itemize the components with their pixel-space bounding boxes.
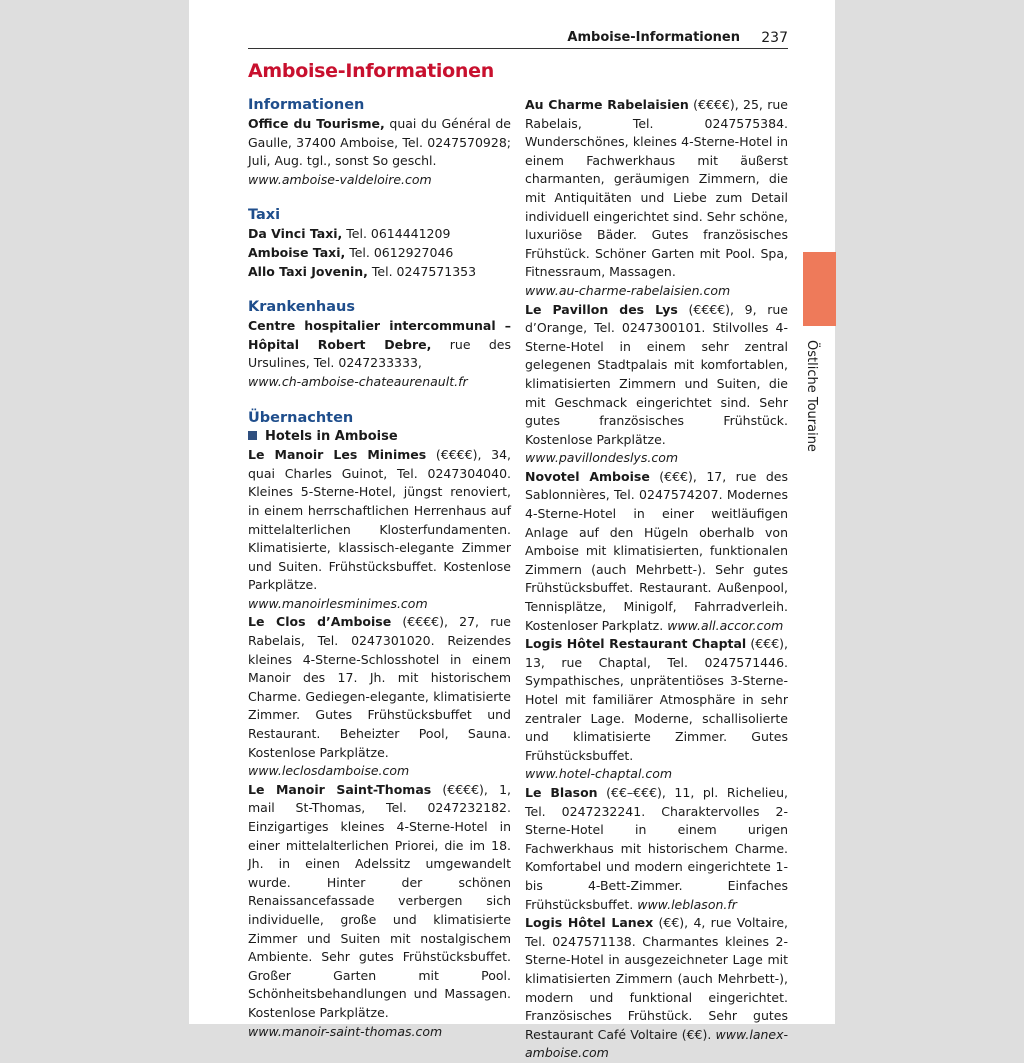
running-head-title: Amboise-Informationen <box>567 30 740 45</box>
entry-text: (€€€€), 25, rue Rabelais, Tel. 0247575384. Wunderschönes, kleines 4-Sterne-Hotel in einem Fachwerkhaus mit äußerst charmanten, geräumigen Zimmern, die mit Antiquitäten und Liebe zum Detail individuell eingerichtet sind. Sehr schöne, luxuriöse Bäder. Gutes französisches Frühstück. Schöner Garten mit Pool. Spa, Fitnessraum, Massagen. <box>525 97 789 280</box>
entry-url[interactable]: www.ch-amboise-chateaurenault.fr <box>248 373 468 389</box>
entry-text: rue des Ursulines, Tel. 0247233333, <box>248 336 511 371</box>
entry-name: Logis Hôtel Lanex <box>525 915 654 931</box>
right-column <box>525 96 788 1063</box>
entry-url[interactable]: www.manoirlesminimes.com <box>248 595 428 611</box>
hotel-entry <box>525 468 788 635</box>
entry-url[interactable]: www.amboise-valdeloire.com <box>248 171 432 187</box>
entry-text: quai du Général de Gaulle, 37400 Amboise, Tel. 0247570928; Juli, Aug. tgl., sonst So geschl. <box>248 116 511 169</box>
entry-name: Le Manoir Les Minimes <box>248 447 427 463</box>
entry-name: Da Vinci Taxi, <box>248 226 343 242</box>
entry-url[interactable]: www.manoir-saint-thomas.com <box>248 1023 443 1039</box>
entry-name: Amboise Taxi, <box>248 244 346 260</box>
hotel-entry <box>525 301 788 468</box>
entry-name: Le Pavillon des Lys <box>525 301 678 317</box>
chapter-side-label: Östliche Touraine <box>804 340 819 452</box>
hotel-entry <box>525 784 788 914</box>
entry-name: Le Manoir Saint-Thomas <box>248 781 432 797</box>
taxi-item <box>248 263 511 282</box>
entry-text: (€€), 4, rue Voltaire, Tel. 0247571138. Charmantes kleines 2-Sterne-Hotel in ausgezeichneter Lage mit klimatisierten Zimmern (auch Mehrbett-), modern und funktional eingerichtet. Französisches Frühstück. Sehr gutes Restaurant Café Voltaire (€€). <box>525 915 788 1042</box>
chapter-tab-marker <box>803 252 836 326</box>
section-heading-taxi: Taxi <box>248 207 281 224</box>
entry-text: Tel. 0612927046 <box>345 244 454 260</box>
entry-name: Logis Hôtel Restaurant Chaptal <box>525 636 747 652</box>
section-heading-uebernachten: Übernachten <box>248 409 354 426</box>
entry-url[interactable]: www.au-charme-rabelaisien.com <box>525 282 731 298</box>
entry-name: Le Blason <box>525 784 598 800</box>
entry-text: (€€€€), 1, mail St-Thomas, Tel. 0247232182. Einzigartiges kleines 4-Sterne-Hotel in einer mittelalterlichen Priorei, die im 18. Jh. in einen Adelssitz umgewandelt wurde. Hinter der schönen Renaissancefassade verbergen sich individuelle, große und klimatisierte Zimmer und Suiten mit nostalgischem Ambiente. Sehr gutes Frühstücksbuffet. Großer Garten mit Pool. Schönheitsbehandlungen und Massagen. Kostenlose Parkplätze. <box>248 781 511 1020</box>
square-bullet-icon <box>248 431 257 440</box>
entry-url[interactable]: www.leblason.fr <box>637 896 737 912</box>
entry-name: Novotel Amboise <box>525 468 650 484</box>
hotel-entry <box>248 613 511 780</box>
entry-url[interactable]: www.pavillondeslys.com <box>525 450 679 466</box>
hotel-entry <box>525 96 788 301</box>
entry-text: (€€€€), 27, rue Rabelais, Tel. 0247301020. Reizendes kleines 4-Sterne-Schlosshotel in einem Manoir des 17. Jh. mit historischem Charme. Gediegen-elegante, klimatisierte Zimmer. Gutes Frühstücksbuffet und Restaurant. Beheizter Pool, Sauna. Kostenlose Parkplätze. <box>248 614 511 760</box>
left-column <box>248 96 511 1041</box>
hotel-entry <box>248 781 511 1041</box>
entry-url[interactable]: www.all.accor.com <box>667 617 784 633</box>
subheading-hotels: Hotels in Amboise <box>248 428 511 447</box>
entry-name: Allo Taxi Jovenin, <box>248 263 368 279</box>
entry-name: Au Charme Rabelaisien <box>525 97 689 112</box>
running-head <box>248 28 788 49</box>
entry-text: (€€€€), 34, quai Charles Guinot, Tel. 0247304040. Kleines 5-Sterne-Hotel, jüngst renoviert, in einem herrschaftlichen Herrenhaus auf mittelalterlichen Klosterfundamenten. Klimatisierte, klassisch-elegante Zimmer und Suiten. Frühstücksbuffet. Kostenlose Parkplätze. <box>248 447 511 593</box>
hotel-entry <box>525 635 788 784</box>
hotel-entry <box>248 446 511 613</box>
chapter-title: Amboise-Informationen <box>248 60 494 82</box>
entry-text: (€€€€), 9, rue d’Orange, Tel. 0247300101. Stilvolles 4-Sterne-Hotel in einem sehr zentral gelegenen Stadtpalais mit komfortablen, klimatisierten Zimmern und Suiten, die mit Geschmack eingerichtet sind. Sehr gutes französisches Frühstück. Kostenlose Parkplätze. <box>525 301 788 447</box>
entry-text: (€€€), 17, rue des Sablonnières, Tel. 0247574207. Modernes 4-Sterne-Hotel in einer weitläufigen Anlage auf den Hügeln oberhalb von Amboise mit klimatisierten, funktionalen Zimmern (auch Mehrbett-). Sehr gutes Frühstücksbuffet. Restaurant. Außenpool, Tennisplätze, Minigolf, Fahrradverleih. Kostenloser Parkplatz. <box>525 468 789 633</box>
info-entry <box>248 115 511 189</box>
hospital-entry <box>248 317 511 391</box>
section-heading-informationen: Informationen <box>248 97 365 113</box>
taxi-item <box>248 244 511 263</box>
section-heading-krankenhaus: Krankenhaus <box>248 299 355 316</box>
entry-name: Office du Tourisme, <box>248 116 385 131</box>
entry-url[interactable]: www.leclosdamboise.com <box>248 763 410 779</box>
entry-text: (€€–€€€), 11, pl. Richelieu, Tel. 0247232241. Charaktervolles 2-Sterne-Hotel in einem urigen Fachwerkhaus mit historischem Charme. Komfortabel und modern eingerichtete 1- bis 4-Bett-Zimmer. Einfaches Frühstücksbuffet. <box>525 784 788 912</box>
entry-url[interactable]: www.hotel-chaptal.com <box>525 766 673 782</box>
hotel-entry <box>525 914 788 1063</box>
entry-name: Le Clos d’Amboise <box>248 614 392 630</box>
entry-text: Tel. 0247571353 <box>367 263 477 279</box>
entry-text: (€€€), 13, rue Chaptal, Tel. 0247571446. Sympathisches, unprätentiöses 3-Sterne-Hotel mit familiärer Atmosphäre in sehr zentraler Lage. Moderne, schallisolierte und klimatisierte Zimmer. Gutes Frühstücksbuffet. <box>525 636 789 763</box>
entry-text: Tel. 0614441209 <box>342 226 451 242</box>
entry-name: Centre hospitalier intercommunal – Hôpital Robert Debre, <box>248 318 511 352</box>
taxi-item <box>248 225 511 244</box>
page-number: 237 <box>761 30 788 46</box>
entry-url[interactable]: www.lanex-amboise.com <box>525 1026 788 1061</box>
